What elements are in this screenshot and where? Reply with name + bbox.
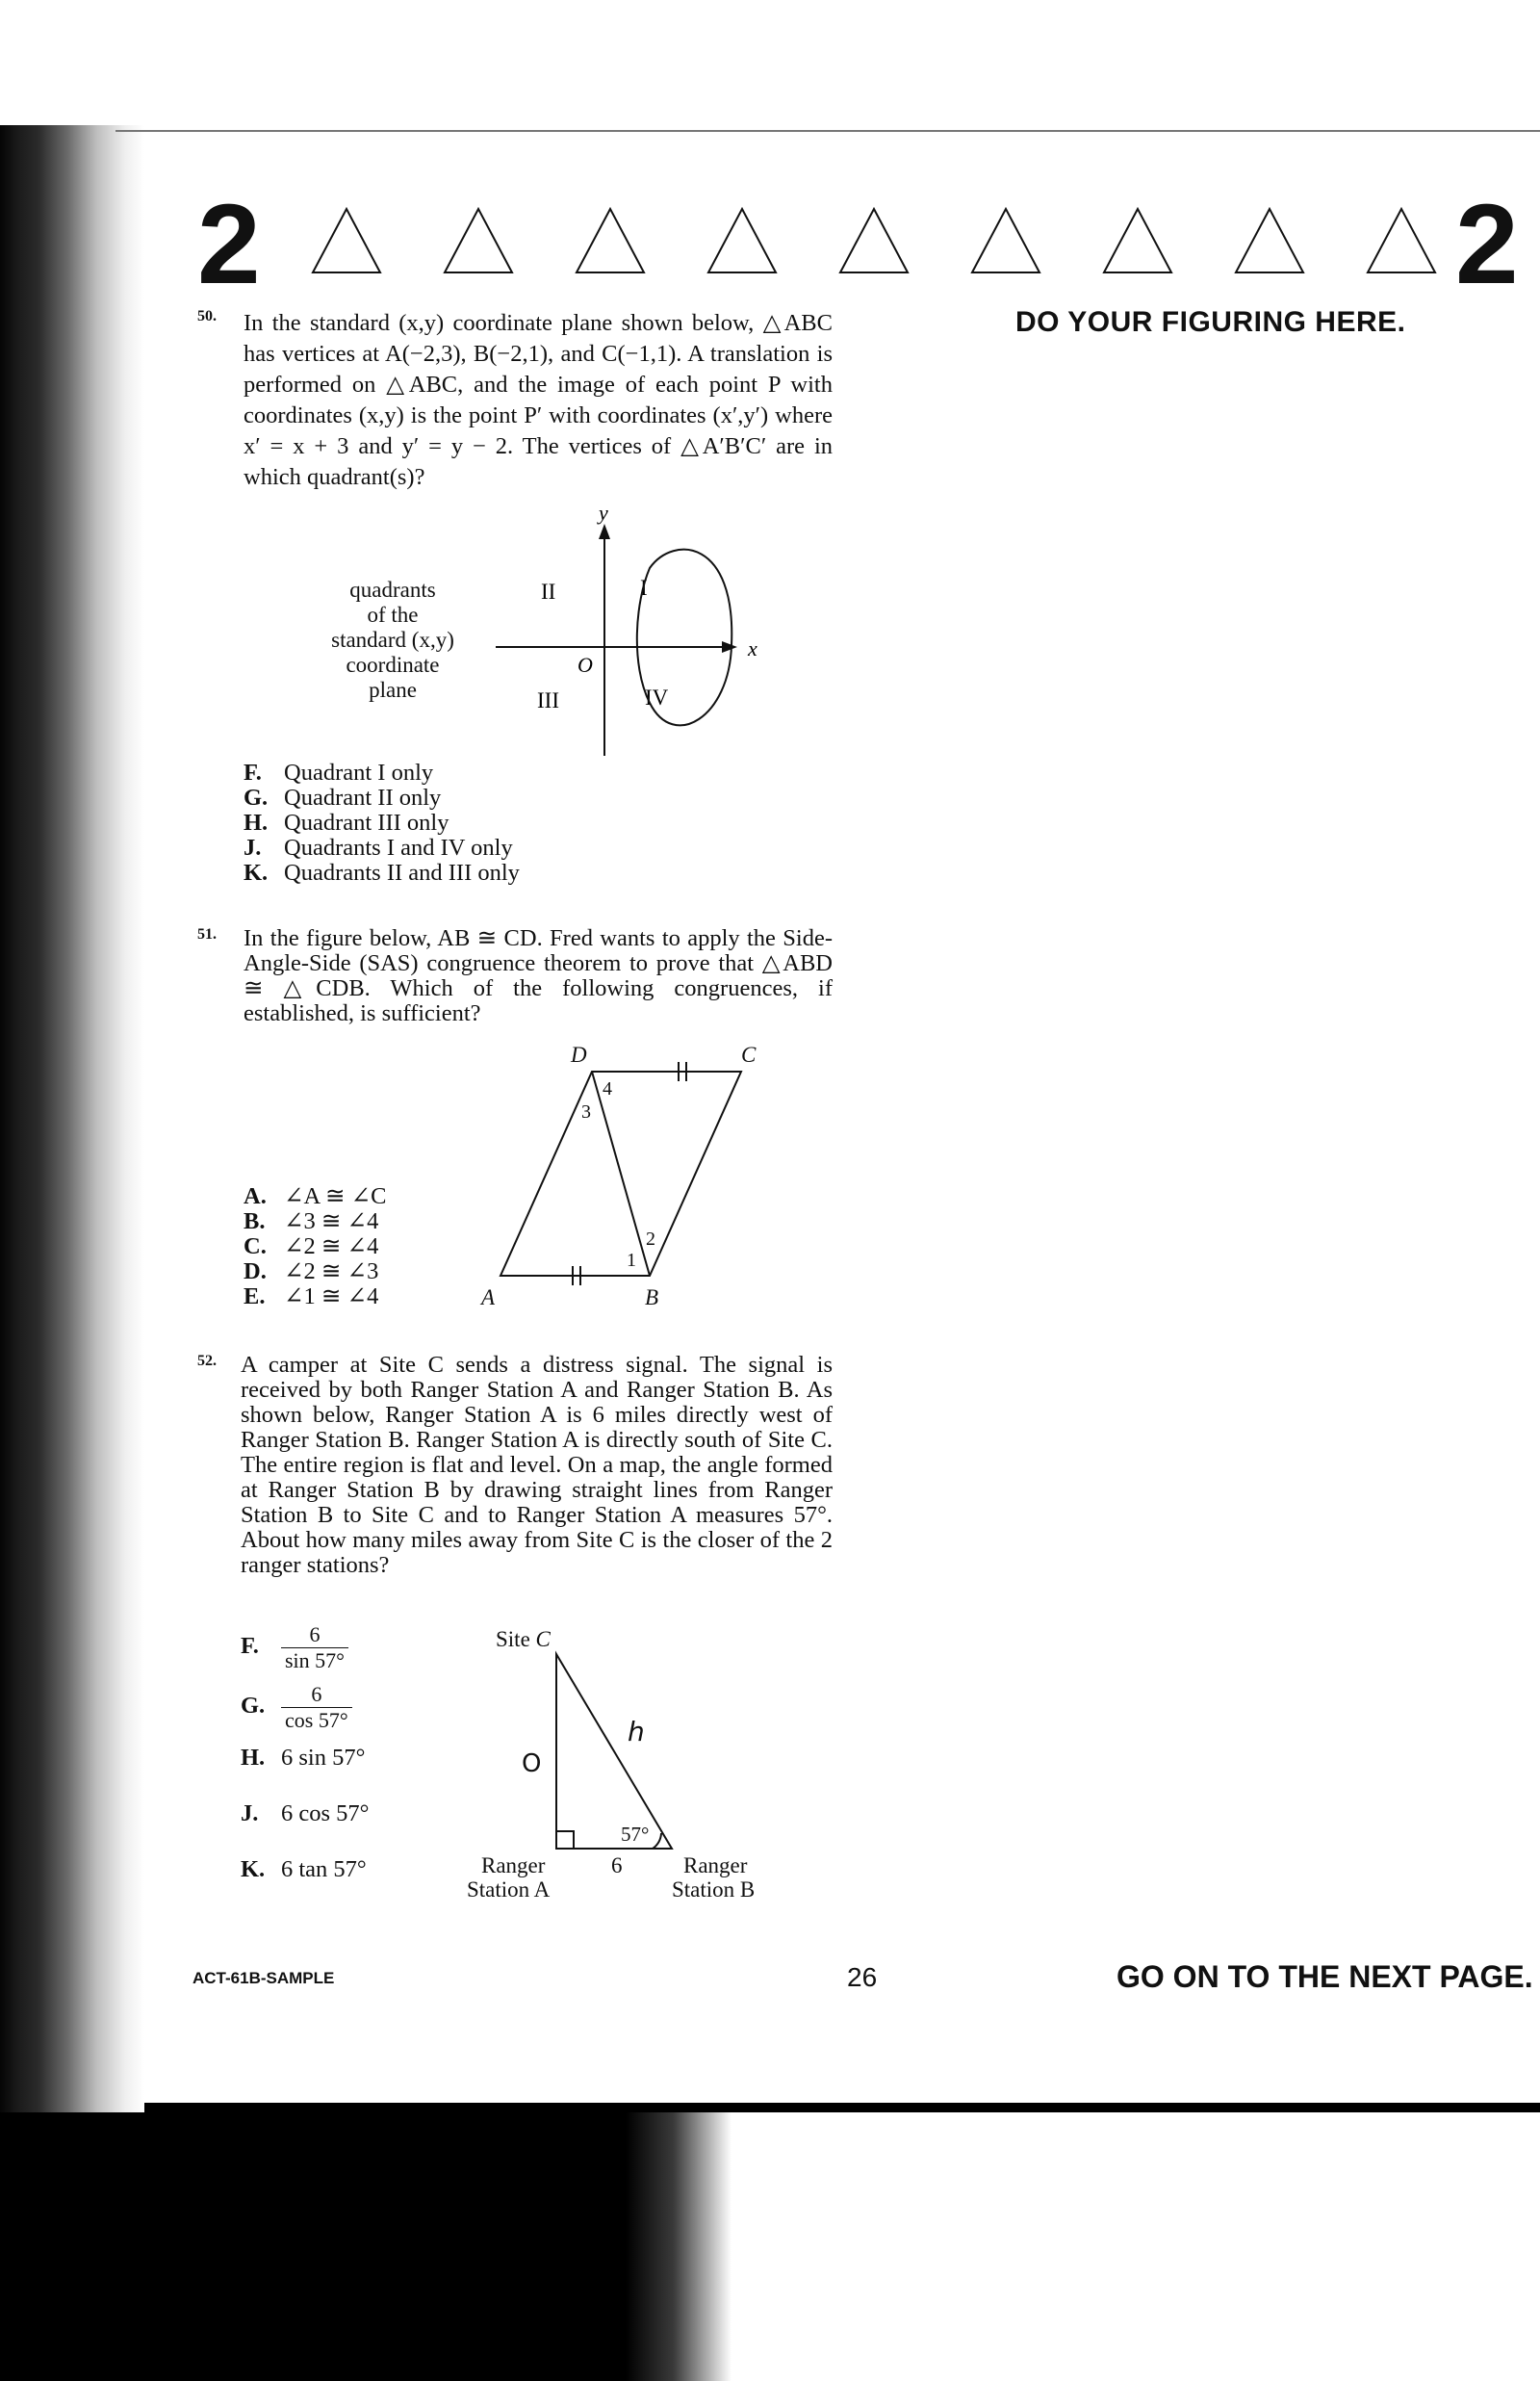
q51-choices [244,1184,387,1309]
q50-choices [244,761,520,886]
angle-57-label: 57° [621,1823,650,1846]
scan-shadow-left [0,125,144,2368]
q50-quadrant-figure [318,510,780,761]
page-number: 26 [847,1962,878,1992]
svg-text:standard (x,y): standard (x,y) [331,628,454,652]
base-length-label: 6 [611,1853,623,1877]
q52-number: 52. [197,1353,217,1369]
q51-choice-a[interactable]: A. ∠A ≅ ∠C [244,1183,387,1209]
q51-choice-e[interactable]: E. ∠1 ≅ ∠4 [244,1283,379,1309]
q52-choices [241,1622,369,1882]
station-b-label-line2: Station B [672,1877,756,1902]
q52-text: A camper at Site C sends a distress signal. The signal is received by both Ranger Station A and Ranger Station B. As shown below, Ranger Station A is 6 miles directly west of Ranger Station B. Ranger Station A is directly south of Site C. The entire region is flat and level. On a map, the angle formed at Ranger Station B by drawing straight lines from Ranger Station B to Site C and to Ranger Station A measures 57°. About how many miles away from Site C is the closer of the 2 ranger stations? [241,1352,833,1578]
x-axis-arrow-icon [722,641,737,653]
triangle-outline-icon [708,209,776,272]
angle-4-label: 4 [603,1078,612,1100]
right-triangle [556,1654,672,1849]
q50-choice-f[interactable]: F. Quadrant I only [244,760,434,786]
q50-choice-j[interactable]: J. Quadrants I and IV only [244,835,513,861]
q51-choice-d[interactable]: D. ∠2 ≅ ∠3 [244,1258,379,1284]
handwritten-o-annotation: O [522,1749,542,1778]
triangle-outline-icon [1104,209,1171,272]
section-number-left: 2 [197,181,261,308]
q52-choice-j[interactable]: J. 6 cos 57° [241,1800,370,1826]
header-triangle-row [298,197,1453,284]
scan-shadow-bottom [0,2112,732,2381]
svg-text:of the: of the [367,603,419,627]
quadrant-caption [331,578,454,702]
q51-choice-c[interactable]: C. ∠2 ≅ ∠4 [244,1233,379,1259]
triangle-outline-icon [445,209,512,272]
q50-choice-g[interactable]: G. Quadrant II only [244,785,442,811]
triangle-outline-icon [577,209,644,272]
x-axis-label: x [748,636,757,660]
q50-choice-h[interactable]: H. Quadrant III only [244,810,449,836]
scan-top-edge [116,130,1540,132]
angle-arc [653,1833,661,1849]
figuring-heading: DO YOUR FIGURING HERE. [1015,306,1406,338]
scan-shadow-bottom-bar [144,2103,1540,2112]
angle-2-label: 2 [646,1229,655,1250]
triangle-outline-icon [972,209,1040,272]
quadrant-iv-label: IV [645,686,669,710]
q52-choice-h[interactable]: H. 6 sin 57° [241,1745,366,1771]
angle-1-label: 1 [627,1250,636,1271]
section-number-right: 2 [1455,181,1519,308]
svg-text:plane: plane [369,678,417,702]
triangle-outline-icon [1236,209,1303,272]
vertex-b-label: B [645,1285,659,1309]
quadrant-iii-label: III [537,688,559,712]
q51-parallelogram-figure [462,1035,780,1314]
q50-text: In the standard (x,y) coordinate plane shown below, △ABC has vertices at A(−2,3), B(−2,1), and C(−1,1). A translation is performed on △ABC, and the image of each point P with coordinates (x,y) is the point P′ with coordinates (x′,y′) where x′ = x + 3 and y′ = y − 2. The vertices of △A′B′C′ are in which quadrant(s)? [244,310,833,490]
station-a-label-line1: Ranger [481,1853,546,1877]
q52-choice-f[interactable]: F. $\frac{6}{\sin 57^\circ}$ [241,1622,369,1682]
triangle-outline-icon [840,209,908,272]
quadrant-ii-label: II [541,580,556,604]
y-axis-arrow-icon [599,524,610,539]
station-a-label-line2: Station A [467,1877,551,1902]
q50-choice-k[interactable]: K. Quadrants II and III only [244,860,520,886]
q51-choice-b[interactable]: B. ∠3 ≅ ∠4 [244,1208,379,1234]
q52-triangle-figure [462,1618,789,1906]
vertex-d-label: D [571,1043,587,1067]
q50-number: 50. [197,308,217,324]
origin-label: O [578,653,593,677]
svg-text:coordinate: coordinate [346,653,440,677]
y-axis-label: y [599,510,608,525]
vertex-a-label: A [481,1285,496,1309]
handwritten-h-annotation: h [628,1716,645,1747]
triangle-outline-icon [1368,209,1435,272]
site-c-label: Site C [496,1627,551,1651]
right-angle-mark [556,1831,574,1849]
diagonal-db [592,1072,650,1276]
q51-text: In the figure below, AB ≅ CD. Fred wants to apply the Side-Angle-Side (SAS) congruence theorem to prove that △ABD ≅ △CDB. Which of the following congruences, if established, is sufficient? [244,925,833,1026]
angle-3-label: 3 [581,1101,591,1123]
q52-choice-g[interactable]: G. $\frac{6}{\cos 57^\circ}$ [241,1682,369,1746]
quadrant-i-label: I [640,576,648,600]
q52-choice-k[interactable]: K. 6 tan 57° [241,1856,367,1882]
next-page-notice: GO ON TO THE NEXT PAGE. [1116,1959,1533,1994]
triangle-outline-icon [313,209,380,272]
svg-text:quadrants: quadrants [349,578,436,602]
station-b-label-line1: Ranger [683,1853,748,1877]
form-code: ACT-61B-SAMPLE [192,1969,335,1987]
vertex-c-label: C [741,1043,757,1067]
q51-number: 51. [197,926,217,943]
